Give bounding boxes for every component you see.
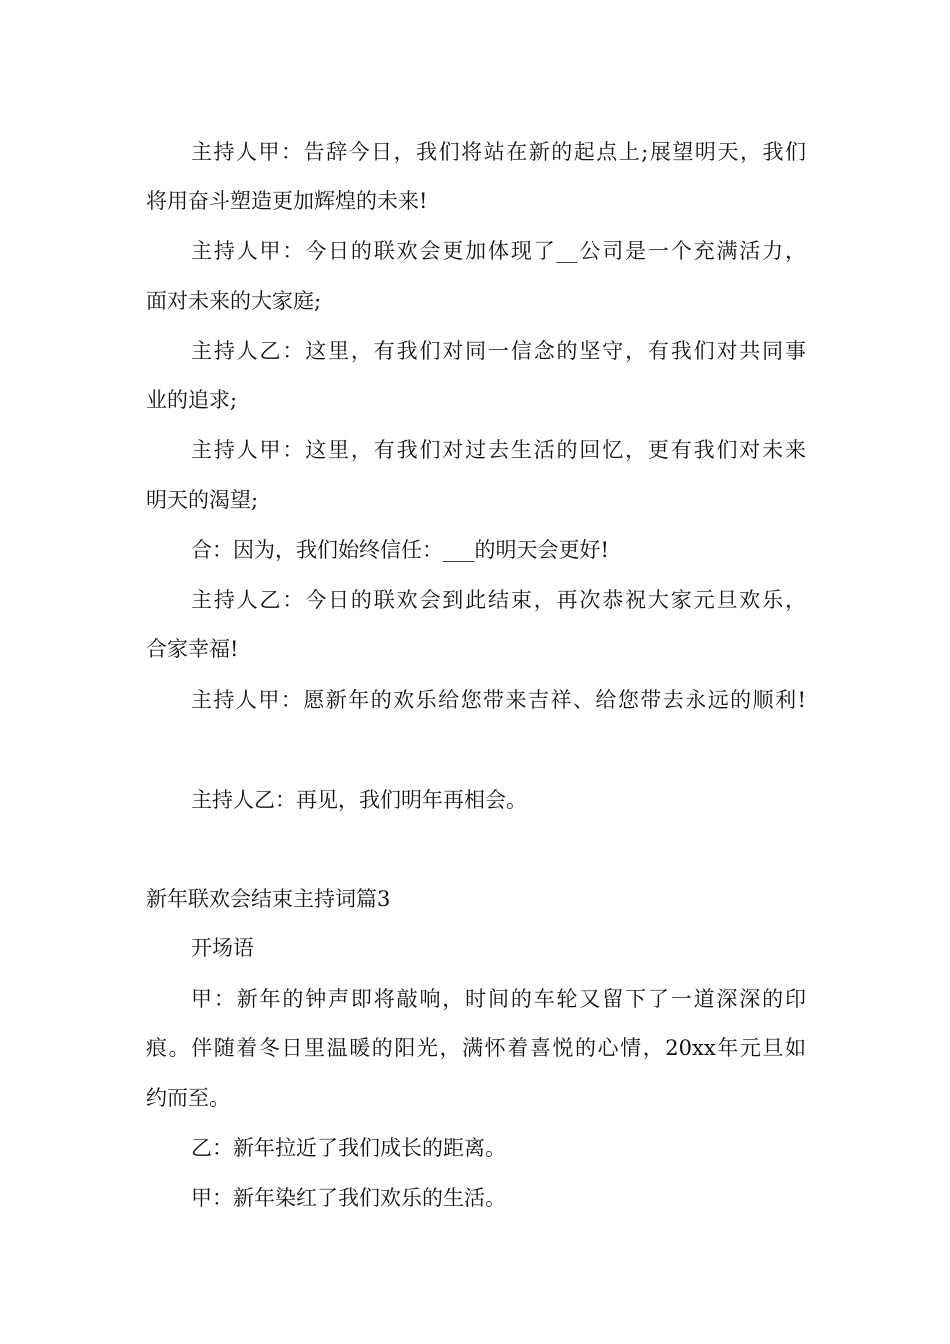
paragraph-2-line-2: 面对未来的大家庭; (146, 289, 322, 313)
paragraph-4-line-1: 主持人甲：这里，有我们对过去生活的回忆，更有我们对未来 (191, 438, 806, 462)
paragraph-5-line-1: 合：因为，我们始终信任：___的明天会更好! (191, 538, 609, 562)
section-paragraph-1-line-1: 甲：新年的钟声即将敲响，时间的车轮又留下了一道深深的印 (191, 987, 806, 1011)
section-paragraph-2-line-1: 乙：新年拉近了我们成长的距离。 (191, 1136, 506, 1160)
section-paragraph-3-line-1: 甲：新年染红了我们欢乐的生活。 (191, 1186, 506, 1210)
section-paragraph-1-line-2: 痕。伴随着冬日里温暖的阳光，满怀着喜悦的心情，20xx年元旦如 (146, 1036, 806, 1060)
paragraph-6-line-1: 主持人乙：今日的联欢会到此结束，再次恭祝大家元旦欢乐， (191, 588, 806, 612)
paragraph-1-line-2: 将用奋斗塑造更加辉煌的未来! (146, 189, 428, 213)
section-title: 新年联欢会结束主持词篇3 (146, 887, 391, 911)
paragraph-4-line-2: 明天的渴望; (146, 488, 259, 512)
section-paragraph-1-line-3: 约而至。 (146, 1086, 230, 1110)
paragraph-8-line-1: 主持人乙：再见，我们明年再相会。 (191, 788, 527, 812)
paragraph-6-line-2: 合家幸福! (146, 637, 239, 661)
paragraph-3-line-2: 业的追求; (146, 388, 238, 412)
section-subheading: 开场语 (191, 936, 254, 960)
paragraph-7-line-1: 主持人甲：愿新年的欢乐给您带来吉祥、给您带去永远的顺利! (191, 688, 806, 712)
paragraph-3-line-1: 主持人乙：这里，有我们对同一信念的坚守，有我们对共同事 (191, 339, 806, 363)
paragraph-1-line-1: 主持人甲：告辞今日，我们将站在新的起点上;展望明天，我们 (191, 140, 806, 164)
paragraph-2-line-1: 主持人甲：今日的联欢会更加体现了__公司是一个充满活力， (191, 239, 806, 263)
